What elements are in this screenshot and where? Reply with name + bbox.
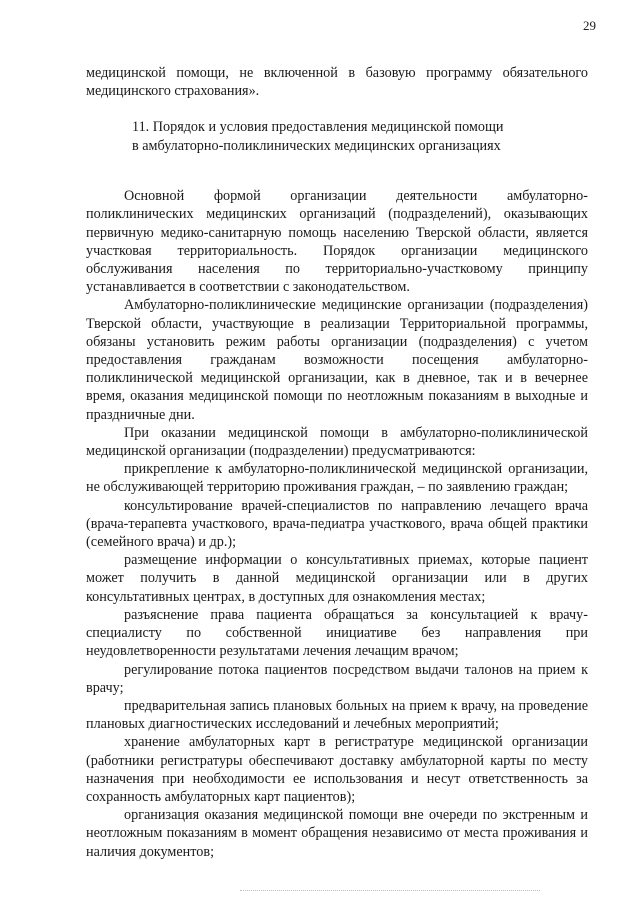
section-heading [86, 118, 588, 155]
list-item-emergency-care: организация оказания медицинской помощи вне очереди по экстренным и неотложным показаниям в момент обращения независимо от места проживания и наличия документов; [86, 807, 588, 860]
list-item-information: размещение информации о консультативных приемах, которые пациент может получить в данной медицинской организации или в других консультативных центрах, в доступных для ознакомления местах; [86, 552, 588, 605]
scan-edge-line [240, 890, 540, 891]
list-item-appointment: предварительная запись плановых больных на прием к врачу, на проведение плановых диагностических исследований и лечебных мероприятий; [86, 697, 588, 733]
document-body [86, 64, 588, 861]
paragraph-territoriality: Основной формой организации деятельности амбулаторно-поликлинических медицинских организаций (подразделений), оказывающих первичную медико-санитарную помощь населению Тверской области, является участковая территориальность. Порядок организации медицинского обслуживания населения по территориально-участковому принципу устанавливается в соответствии с законодательством. [86, 188, 588, 296]
list-item-patient-flow: регулирование потока пациентов посредством выдачи талонов на прием к врачу; [86, 661, 588, 696]
list-item-attachment: прикрепление к амбулаторно-поликлинической медицинской организации, не обслуживающей территорию проживания граждан, – по заявлению граждан; [86, 461, 588, 496]
paragraph-provisions-intro: При оказании медицинской помощи в амбулаторно-поликлинической медицинской организации (подразделении) предусматриваются: [86, 424, 588, 460]
list-item-consulting: консультирование врачей-специалистов по направлению лечащего врача (врача-терапевта участкового, врача-педиатра участкового, врача общей практики (семейного врача) и др.); [86, 497, 588, 551]
section-heading-line-1: 11. Порядок и условия предоставления медицинской помощи [132, 119, 504, 136]
section-heading-line-2: в амбулаторно-поликлинических медицинских организациях [132, 137, 501, 154]
list-item-records-storage: хранение амбулаторных карт в регистратуре медицинской организации (работники регистратуры обеспечивают доставку амбулаторной карты по месту назначения при необходимости ее использования и несут ответственность за сохранность амбулаторных карт пациентов); [86, 734, 588, 805]
intro-fragment: медицинской помощи, не включенной в базовую программу обязательного медицинского страхования». [86, 65, 588, 100]
list-item-patient-rights: разъяснение права пациента обращаться за консультацией к врачу-специалисту по собственной инициативе без направления при неудовлетворенности результатами лечения лечащим врачом; [86, 606, 588, 660]
paragraph-working-hours: Амбулаторно-поликлинические медицинские организации (подразделения) Тверской области, участвующие в реализации Территориальной программы, обязаны установить режим работы организации (подразделения) с учетом предоставления гражданам возможности посещения амбулаторно-поликлинической медицинской организации, как в дневное, так и в вечернее время, оказания медицинской помощи по неотложным показаниям в выходные и праздничные дни. [86, 297, 588, 423]
page-number: 29 [583, 18, 596, 33]
